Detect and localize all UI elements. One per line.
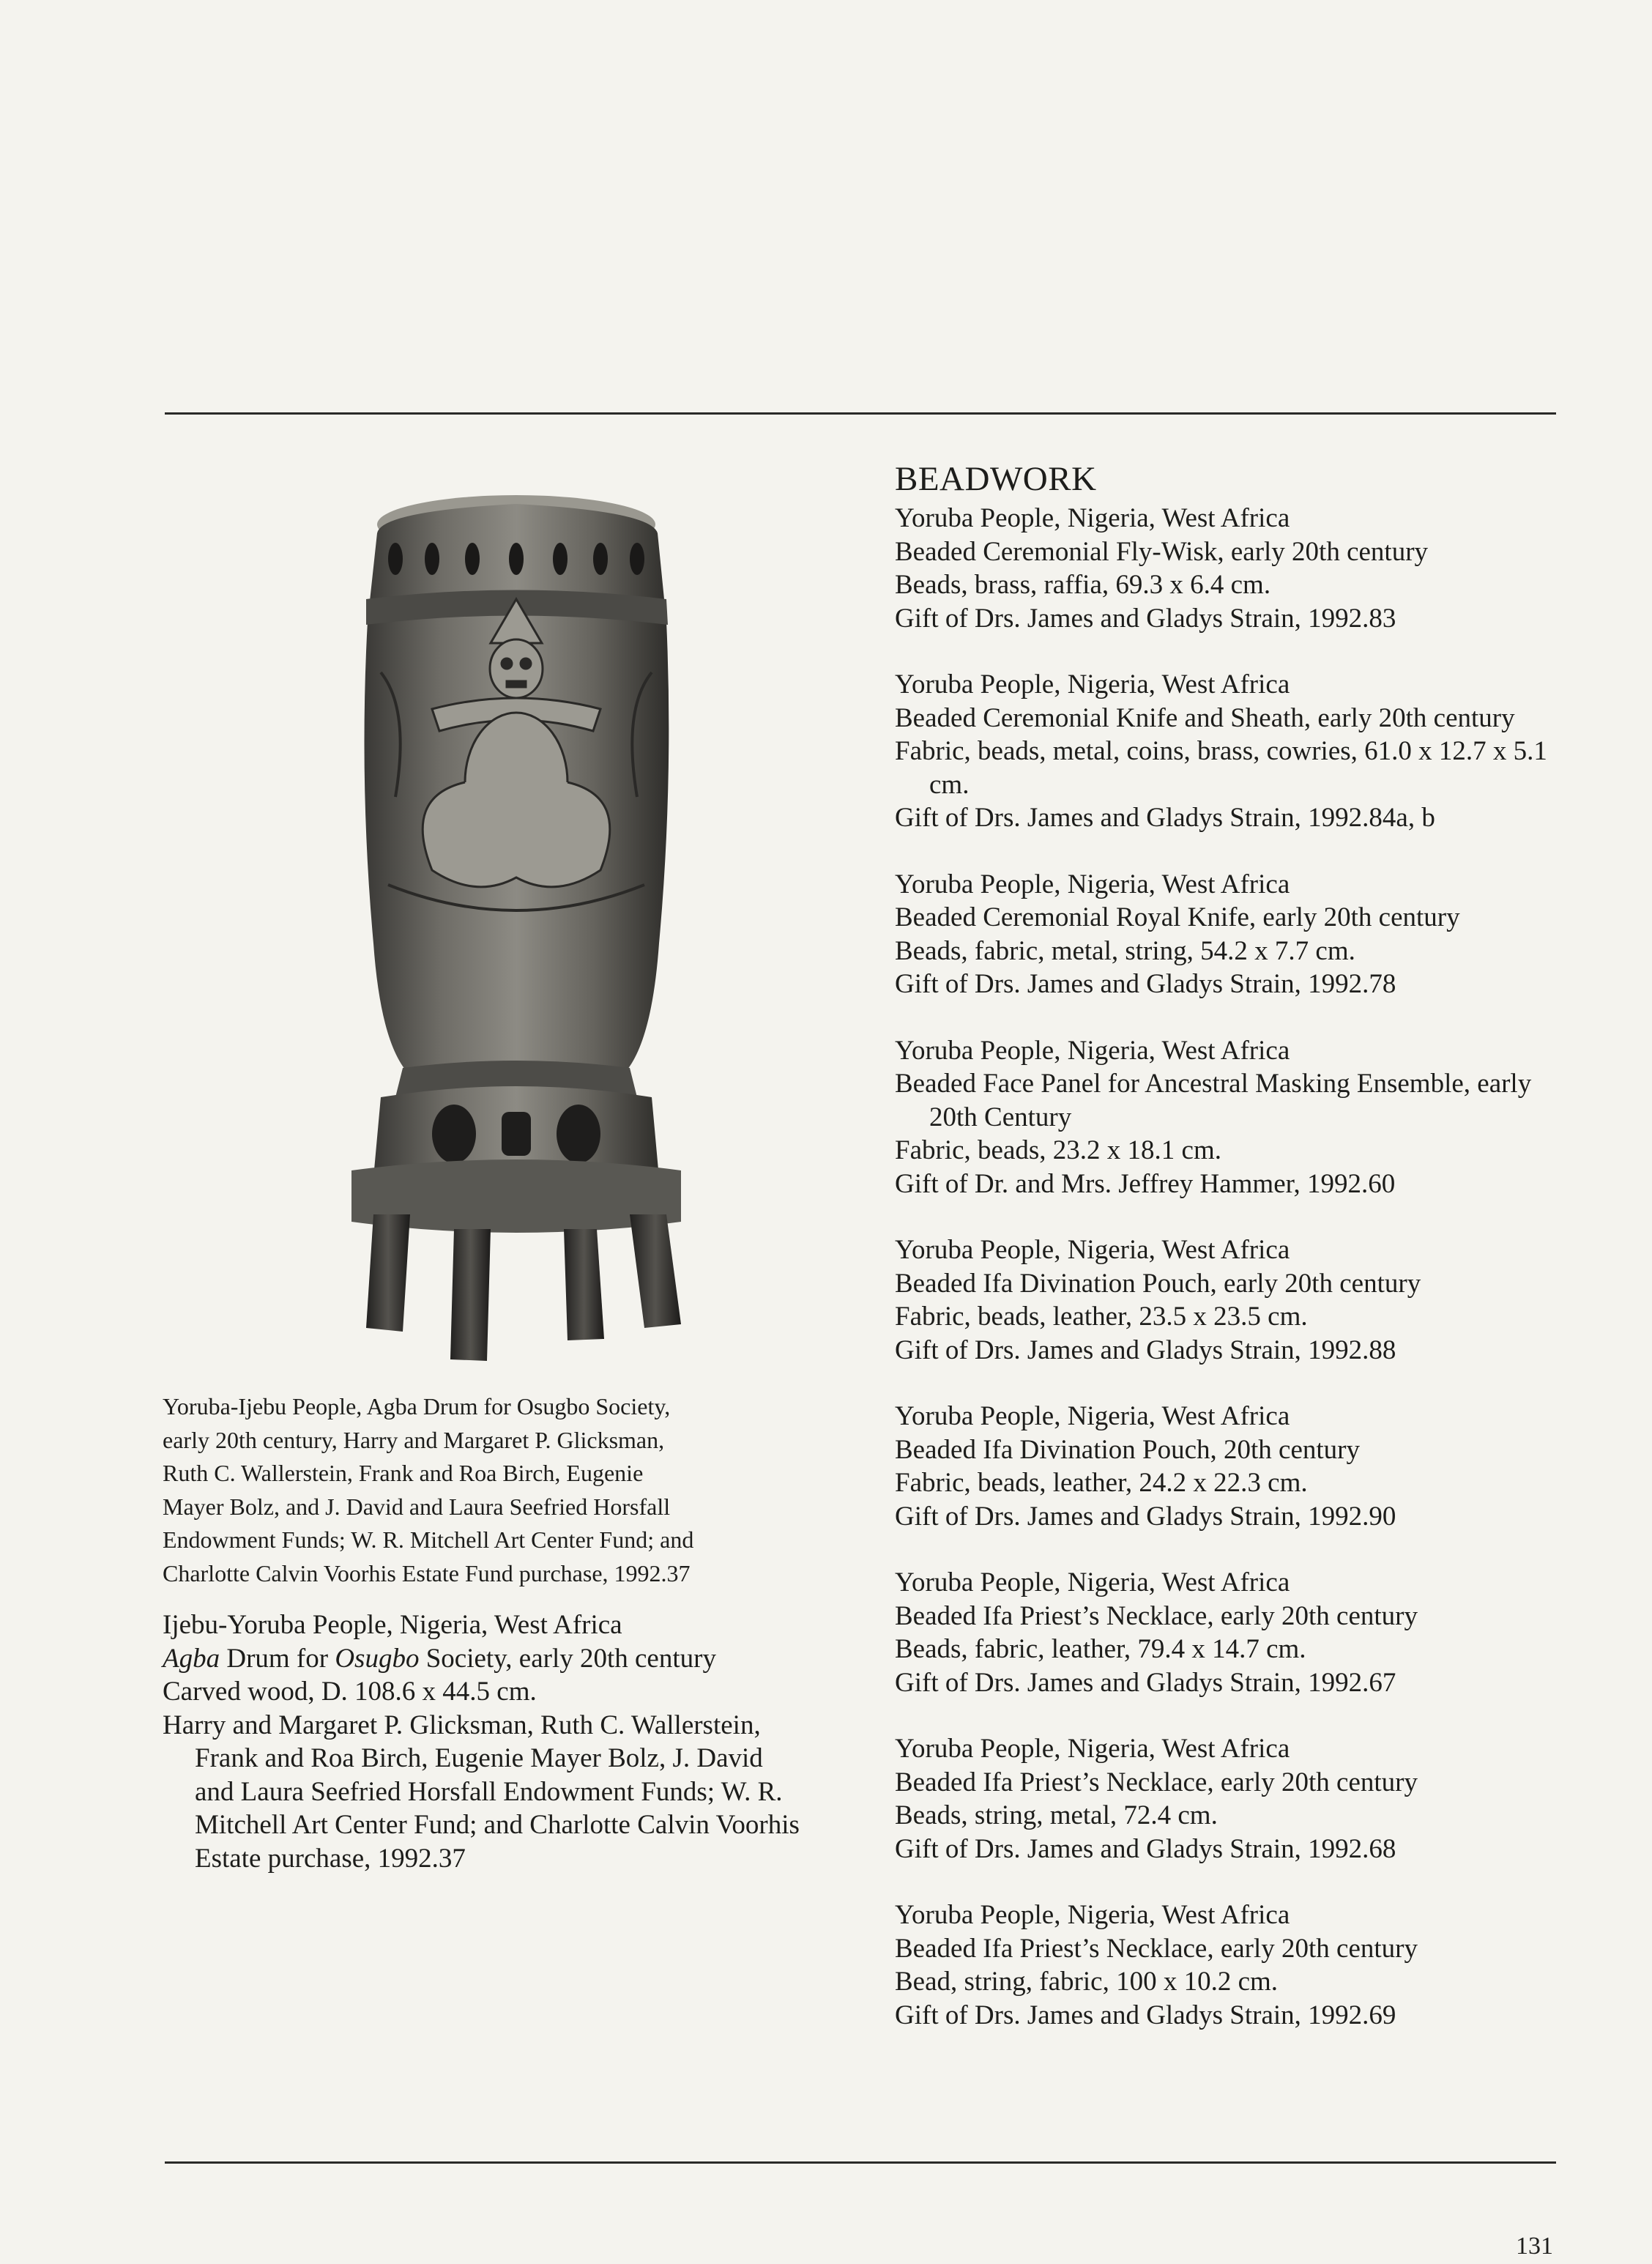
entry-credit: Gift of Drs. James and Gladys Strain, 1992.90 xyxy=(895,1501,1396,1532)
entry-people: Yoruba People, Nigeria, West Africa xyxy=(895,669,1290,699)
entry-credit: Gift of Drs. James and Gladys Strain, 1992.84a, b xyxy=(895,803,1435,833)
catalog-entry xyxy=(895,502,1569,635)
entry-materials: Carved wood, D. 108.6 x 44.5 cm. xyxy=(163,1677,537,1707)
caption-line: Yoruba-Ijebu People, Agba Drum for Osugbo Society, xyxy=(163,1393,671,1419)
entry-materials: Bead, string, fabric, 100 x 10.2 cm. xyxy=(895,1967,1279,1997)
caption-line: Ruth C. Wallerstein, Frank and Roa Birch, Eugenie xyxy=(163,1460,644,1486)
catalog-entry xyxy=(895,1732,1569,1866)
entry-title: Beaded Ifa Priest’s Necklace, early 20th century xyxy=(895,1600,1418,1631)
entry-title: Beaded Ceremonial Royal Knife, early 20th century xyxy=(895,902,1460,932)
caption-line: Mayer Bolz, and J. David and Laura Seefried Horsfall xyxy=(163,1493,671,1520)
entry-people: Yoruba People, Nigeria, West Africa xyxy=(895,1900,1290,1930)
entry-materials: Fabric, beads, metal, coins, brass, cowries, 61.0 x 12.7 x 5.1 cm. xyxy=(895,736,1547,800)
entry-materials: Beads, fabric, metal, string, 54.2 x 7.7 cm. xyxy=(895,935,1355,966)
catalog-entry xyxy=(895,1566,1569,1699)
entry-title: Beaded Ifa Divination Pouch, 20th century xyxy=(895,1434,1360,1465)
entry-title: Beaded Ifa Priest’s Necklace, early 20th century xyxy=(895,1767,1418,1797)
agba-drum-photo xyxy=(344,489,688,1368)
catalog-entry xyxy=(895,1899,1569,2032)
entry-title xyxy=(163,1642,807,1676)
entry-people: Yoruba People, Nigeria, West Africa xyxy=(895,1401,1290,1431)
entry-materials: Fabric, beads, leather, 24.2 x 22.3 cm. xyxy=(895,1468,1308,1498)
beadwork-section xyxy=(895,459,1569,2065)
entry-credit: Gift of Drs. James and Gladys Strain, 1992.78 xyxy=(895,969,1396,999)
catalog-entry xyxy=(895,1034,1569,1201)
entry-credit: Harry and Margaret P. Glicksman, Ruth C. Wallerstein, Frank and Roa Birch, Eugenie Mayer Bolz, J. David and Laura Seefried Horsfall Endowment Funds; W. R. Mitchell Art Center Fund; and Charlotte Calvin Voorhis Estate purchase, 1992.37 xyxy=(163,1710,800,1874)
entry-title: Beaded Face Panel for Ancestral Masking Ensemble, early 20th Century xyxy=(895,1069,1532,1132)
catalog-entry xyxy=(895,1400,1569,1533)
entry-people: Yoruba People, Nigeria, West Africa xyxy=(895,1035,1290,1066)
entry-materials: Fabric, beads, 23.2 x 18.1 cm. xyxy=(895,1135,1221,1165)
entry-people: Yoruba People, Nigeria, West Africa xyxy=(895,1567,1290,1597)
page-number: 131 xyxy=(1516,2233,1553,2260)
entry-materials: Beads, string, metal, 72.4 cm. xyxy=(895,1800,1218,1830)
entry-people: Yoruba People, Nigeria, West Africa xyxy=(895,869,1290,899)
section-heading: BEADWORK xyxy=(895,460,1097,498)
entry-credit: Gift of Drs. James and Gladys Strain, 1992.68 xyxy=(895,1833,1396,1864)
entry-credit: Gift of Drs. James and Gladys Strain, 1992.69 xyxy=(895,2000,1396,2030)
entry-materials: Fabric, beads, leather, 23.5 x 23.5 cm. xyxy=(895,1302,1308,1332)
figure-caption xyxy=(163,1390,807,1590)
entry-title: Beaded Ceremonial Fly-Wisk, early 20th century xyxy=(895,536,1429,567)
entry-materials: Beads, fabric, leather, 79.4 x 14.7 cm. xyxy=(895,1634,1306,1664)
title-italic-osugbo: Osugbo xyxy=(335,1643,420,1674)
drum-catalog-entry xyxy=(163,1608,807,1875)
title-italic-agba: Agba xyxy=(163,1643,220,1674)
entry-materials: Beads, brass, raffia, 69.3 x 6.4 cm. xyxy=(895,570,1271,600)
entry-credit: Gift of Dr. and Mrs. Jeffrey Hammer, 1992.60 xyxy=(895,1168,1396,1199)
entry-credit: Gift of Drs. James and Gladys Strain, 1992.83 xyxy=(895,603,1396,634)
entry-people: Yoruba People, Nigeria, West Africa xyxy=(895,1235,1290,1265)
catalog-entry xyxy=(895,868,1569,1001)
caption-line: Charlotte Calvin Voorhis Estate Fund purchase, 1992.37 xyxy=(163,1559,691,1586)
catalog-entry xyxy=(895,1233,1569,1367)
caption-line: Endowment Funds; W. R. Mitchell Art Center Fund; and xyxy=(163,1526,694,1553)
entry-title: Beaded Ceremonial Knife and Sheath, early 20th century xyxy=(895,702,1515,733)
top-rule xyxy=(165,412,1556,415)
caption-line: early 20th century, Harry and Margaret P. Glicksman, xyxy=(163,1426,665,1453)
entry-title: Beaded Ifa Divination Pouch, early 20th century xyxy=(895,1268,1421,1299)
entry-title: Beaded Ifa Priest’s Necklace, early 20th century xyxy=(895,1933,1418,1964)
entry-credit: Gift of Drs. James and Gladys Strain, 1992.67 xyxy=(895,1667,1396,1698)
title-part: Drum for xyxy=(220,1643,335,1674)
entry-people: Ijebu-Yoruba People, Nigeria, West Africa xyxy=(163,1610,622,1640)
bottom-rule xyxy=(165,2161,1556,2164)
entry-people: Yoruba People, Nigeria, West Africa xyxy=(895,1734,1290,1764)
entry-people: Yoruba People, Nigeria, West Africa xyxy=(895,503,1290,533)
catalog-entry xyxy=(895,668,1569,835)
entry-credit: Gift of Drs. James and Gladys Strain, 1992.88 xyxy=(895,1335,1396,1365)
title-part: Society, early 20th century xyxy=(419,1643,716,1674)
